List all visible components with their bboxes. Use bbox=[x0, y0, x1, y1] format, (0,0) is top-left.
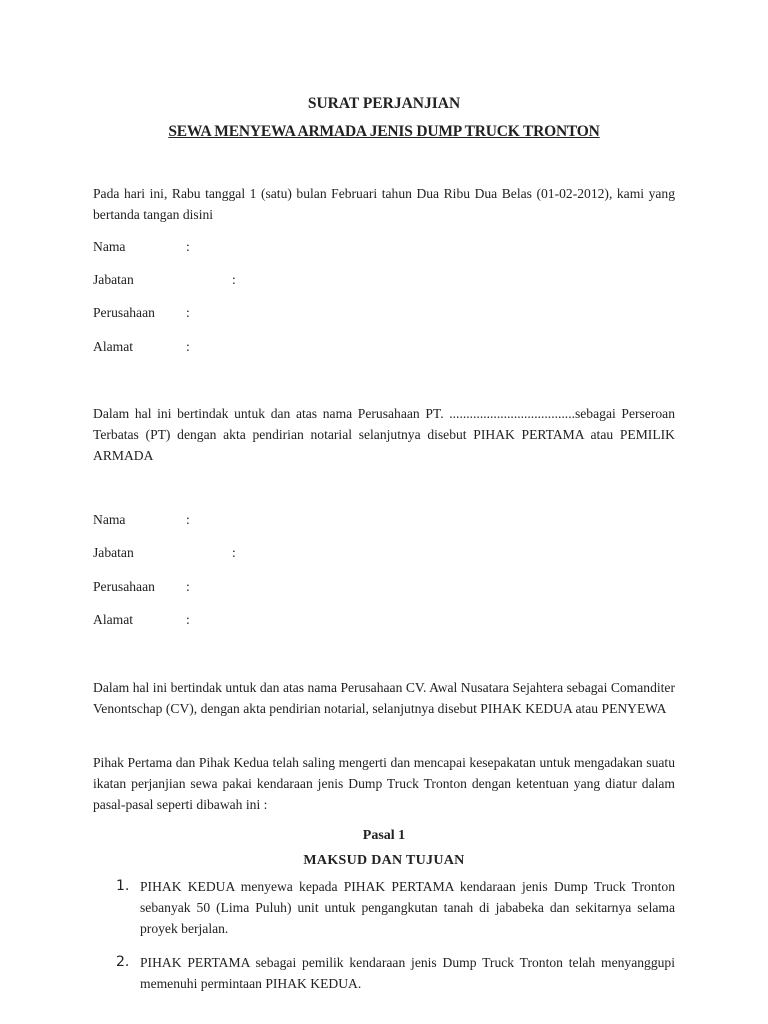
agreement-paragraph: Pihak Pertama dan Pihak Kedua telah saling mengerti dan mencapai kesepakatan untuk mengadakan suatu ikatan perjanjian sewa pakai kendaraan jenis Dump Truck Tronton dengan ketentuan yang diatur dalam pasal-pasal seperti dibawah ini : bbox=[93, 755, 675, 812]
party1-address-colon: : bbox=[186, 339, 190, 354]
list-item-number: 2. bbox=[116, 954, 130, 970]
party2-address-colon: : bbox=[186, 612, 190, 627]
party1-name-colon: : bbox=[186, 239, 190, 254]
party2-position-label: Jabatan bbox=[93, 545, 134, 560]
party2-name-label: Nama bbox=[93, 512, 126, 527]
party1-name-label: Nama bbox=[93, 239, 126, 254]
party1-company-label: Perusahaan bbox=[93, 305, 155, 320]
party2-name-colon: : bbox=[186, 512, 190, 527]
pasal1-title: Pasal 1 bbox=[362, 828, 406, 843]
pasal1-subtitle: MAKSUD DAN TUJUAN bbox=[303, 853, 465, 868]
intro-paragraph: Pada hari ini, Rabu tanggal 1 (satu) bulan Februari tahun Dua Ribu Dua Belas (01-02-2012), kami yang bertanda tangan disini bbox=[93, 186, 675, 222]
list-item-text: PIHAK KEDUA menyewa kepada PIHAK PERTAMA kendaraan jenis Dump Truck Tronton sebanyak 50 (Lima Puluh) unit untuk pengangkutan tanah di jababeka dan sekitarnya selama proyek berjalan. bbox=[140, 879, 675, 936]
party2-address-label: Alamat bbox=[93, 612, 134, 627]
party1-position-label: Jabatan bbox=[93, 272, 134, 287]
party2-company-label: Perusahaan bbox=[93, 579, 155, 594]
party2-company-colon: : bbox=[186, 579, 190, 594]
party1-statement: Dalam hal ini bertindak untuk dan atas nama Perusahaan PT. .....................................sebagai Perseroan Terbatas (PT) dengan akta pendirian notarial selanjutnya disebut PIHAK PERTAMA atau PEMILIK ARMADA bbox=[93, 406, 675, 463]
document-title: SURAT PERJANJIAN bbox=[307, 95, 461, 112]
party1-company-colon: : bbox=[186, 305, 190, 320]
party1-position-colon: : bbox=[232, 272, 236, 287]
party2-position-colon: : bbox=[232, 545, 236, 560]
list-item-number: 1. bbox=[116, 878, 130, 894]
party2-statement: Dalam hal ini bertindak untuk dan atas nama Perusahaan CV. Awal Nusatara Sejahtera sebagai Comanditer Venontschap (CV), dengan akta pendirian notarial, selanjutnya disebut PIHAK KEDUA atau PENYEWA bbox=[93, 680, 675, 716]
document-subtitle: SEWA MENYEWA ARMADA JENIS DUMP TRUCK TRONTON bbox=[168, 123, 600, 140]
party1-address-label: Alamat bbox=[93, 339, 134, 354]
list-item-text: PIHAK PERTAMA sebagai pemilik kendaraan jenis Dump Truck Tronton telah menyanggupi memenuhi permintaan PIHAK KEDUA. bbox=[140, 955, 675, 991]
